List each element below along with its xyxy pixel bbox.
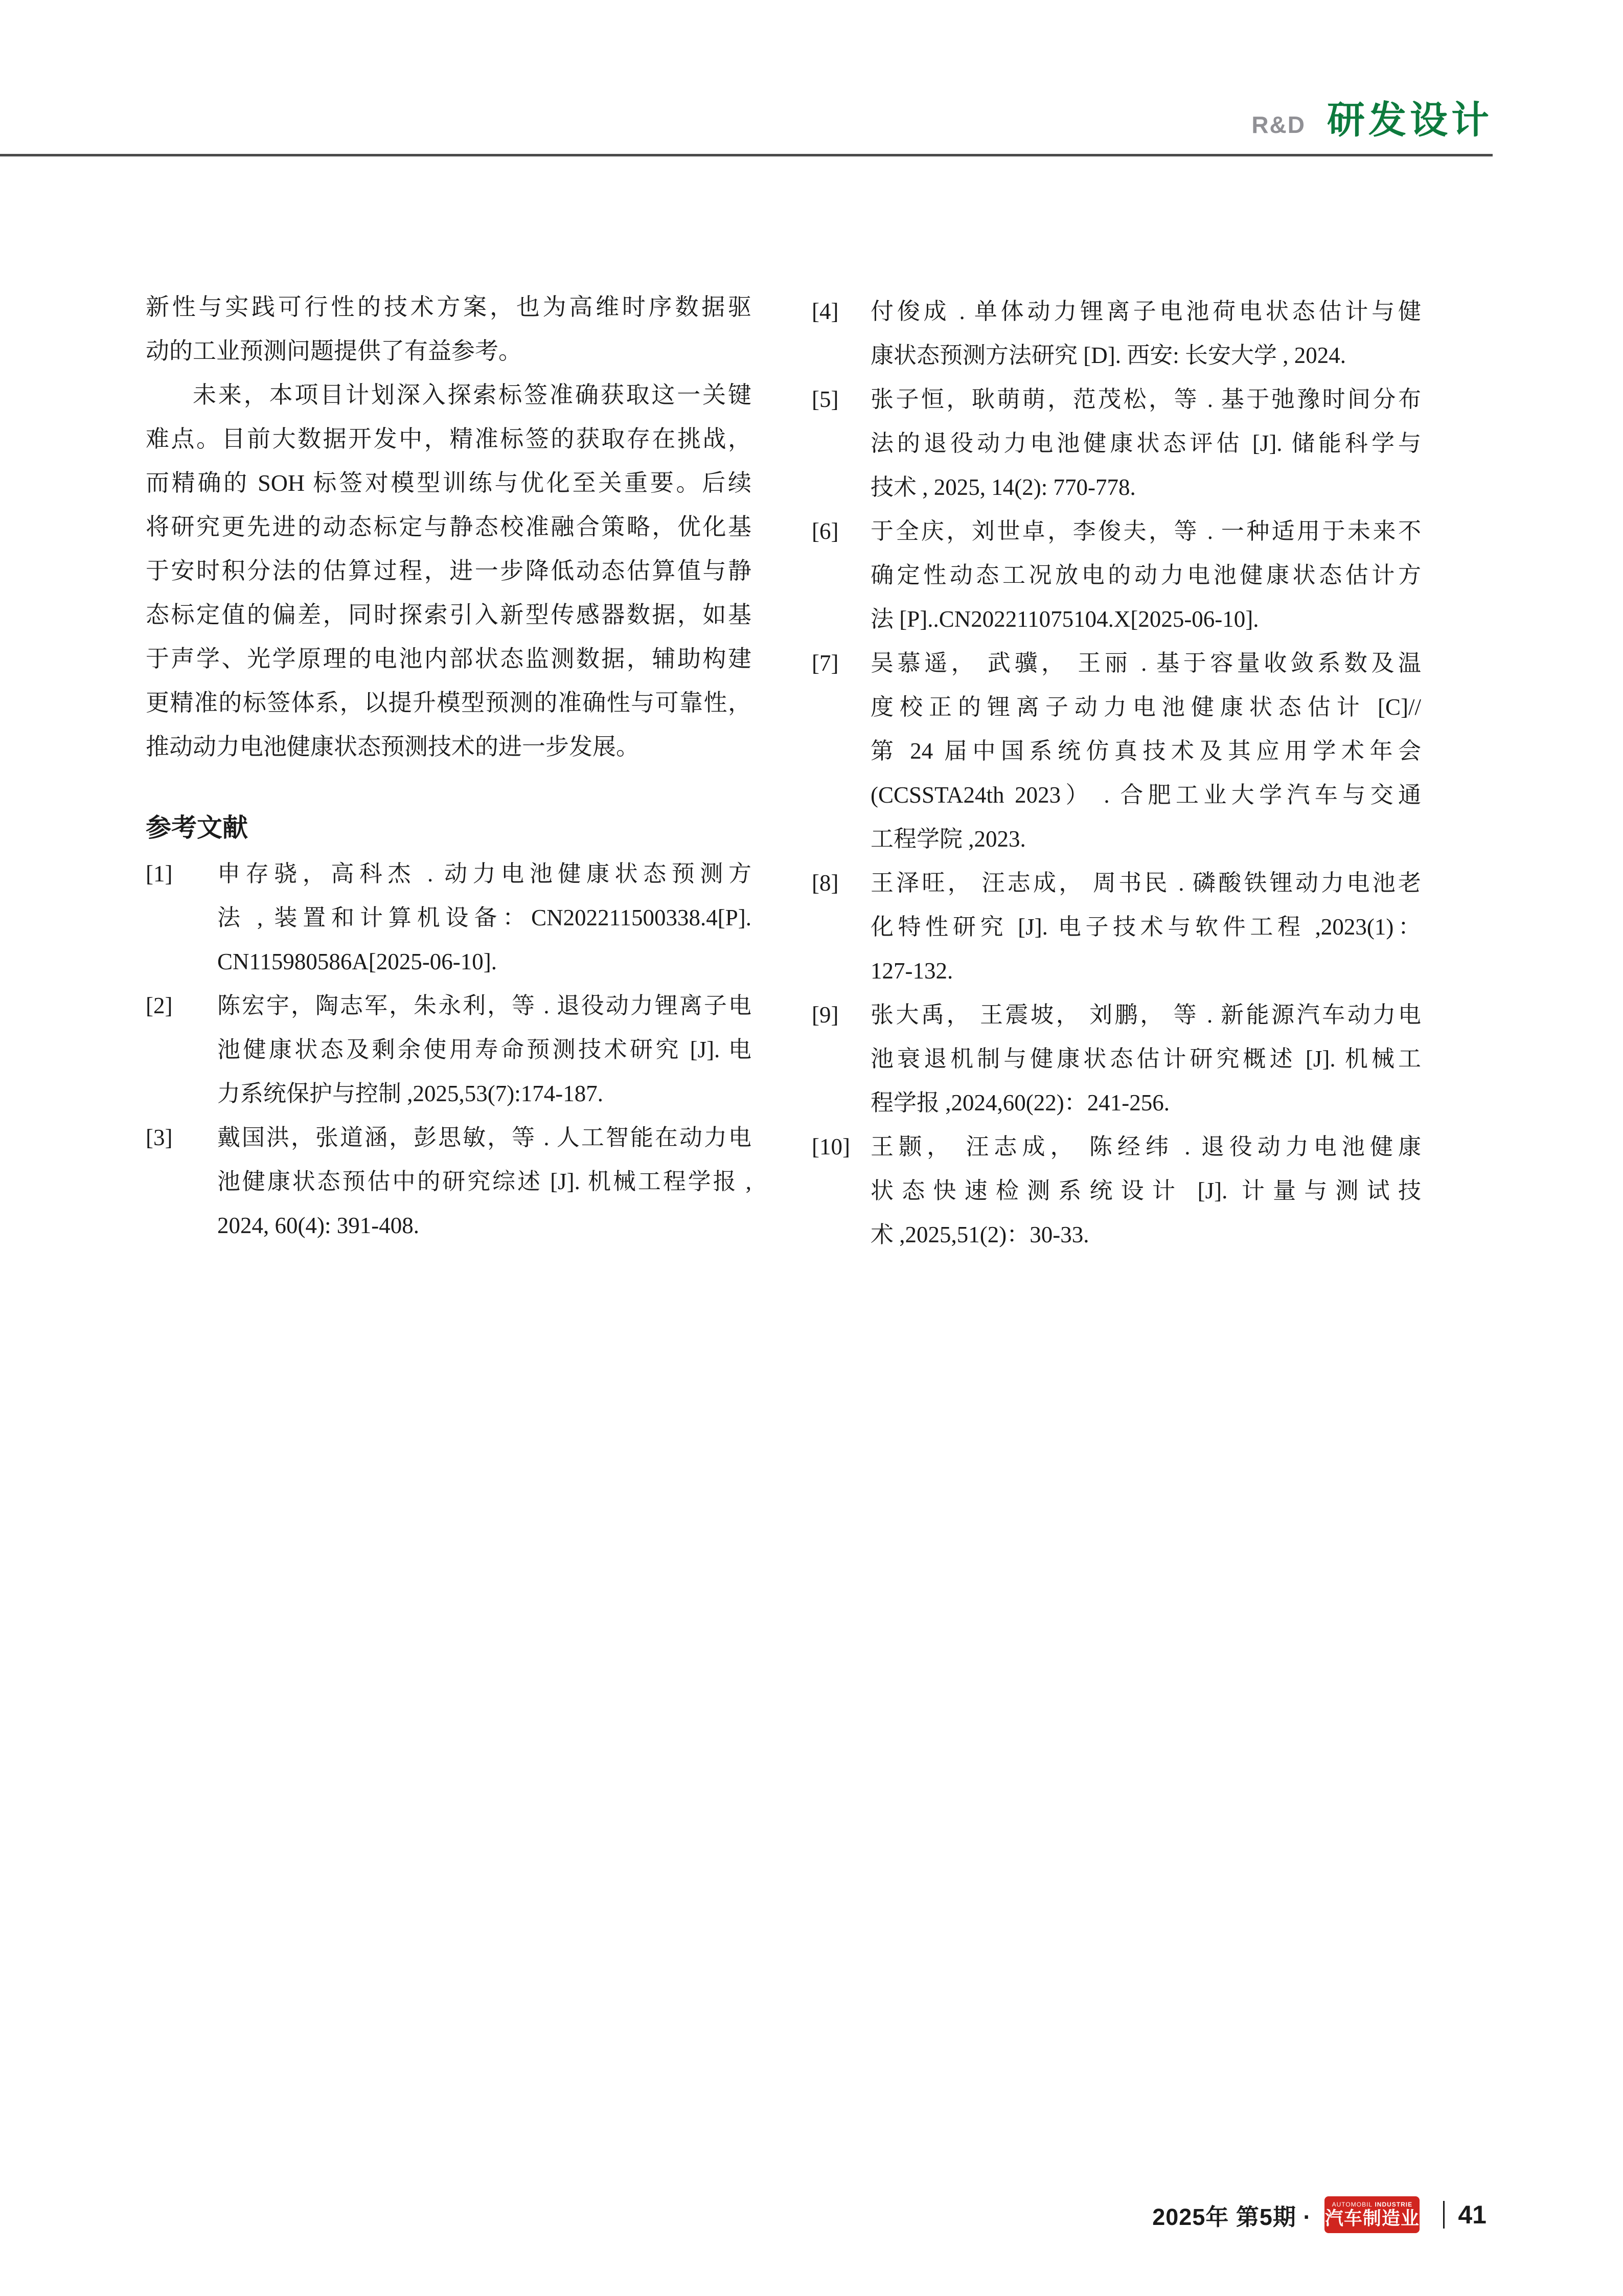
text-line: 2024, 60(4): 391-408.	[217, 1213, 419, 1238]
text-line: 127-132.	[871, 958, 953, 984]
text-line: 术 ,2025,51(2)：30-33.	[871, 1222, 1089, 1247]
text-line: 而精确的 SOH 标签对模型训练与优化至关重要。后续	[146, 470, 751, 496]
text-line: 张子恒，耿萌萌，范茂松，等 . 基于弛豫时间分布	[871, 387, 1421, 412]
rd-label: R&D	[1251, 111, 1306, 138]
text-line: 法 [P]..CN202211075104.X[2025-06-10].	[871, 606, 1259, 632]
text-line: 付俊成 . 单体动力锂离子电池荷电状态估计与健	[871, 299, 1421, 324]
text-line: 法的退役动力电池健康状态评估 [J]. 储能科学与	[871, 430, 1421, 456]
text-line: 力系统保护与控制 ,2025,53(7):174-187.	[217, 1081, 603, 1106]
text-line: 工程学院 ,2023.	[871, 826, 1026, 852]
text-line: 于声学、光学原理的电池内部状态监测数据，辅助构建	[146, 646, 751, 672]
reference-item	[812, 861, 1421, 993]
text-line: 法 , 装置和计算机设备：CN202211500338.4[P].	[217, 905, 751, 930]
text-line: 康状态预测方法研究 [D]. 西安: 长安大学 , 2024.	[871, 343, 1346, 368]
reference-number: [10]	[812, 1134, 850, 1160]
reference-item	[146, 852, 751, 984]
text-line: 第 24 届中国系统仿真技术及其应用学术年会	[871, 738, 1421, 764]
text-line: 申存骁，高科杰 . 动力电池健康状态预测方	[217, 861, 751, 886]
text-line: 新性与实践可行性的技术方案，也为高维时序数据驱	[146, 294, 751, 320]
references-heading: 参考文献	[146, 813, 248, 842]
reference-number: [5]	[812, 387, 839, 412]
text-line: 确定性动态工况放电的动力电池健康状态估计方	[871, 562, 1421, 588]
reference-item	[146, 1116, 751, 1247]
issue-text: 2025年 第5期 ·	[1152, 2203, 1312, 2230]
footer-separator	[1443, 2201, 1445, 2229]
text-line: 推动动力电池健康状态预测技术的进一步发展。	[146, 734, 639, 760]
reference-number: [7]	[812, 650, 839, 676]
text-line: 王颢， 汪志成， 陈经纬 . 退役动力电池健康	[871, 1134, 1421, 1160]
text-line: 动的工业预测问题提供了有益参考。	[146, 338, 522, 364]
reference-list-left	[146, 852, 751, 1247]
right-column	[812, 287, 1421, 1257]
reference-number: [8]	[812, 870, 839, 896]
left-column	[146, 285, 751, 1247]
page-footer	[0, 2196, 1487, 2233]
reference-number: [9]	[812, 1002, 839, 1028]
text-line: 戴国洪，张道涵，彭思敏，等 . 人工智能在动力电	[217, 1125, 751, 1150]
text-line: 技术 , 2025, 14(2): 770-778.	[871, 474, 1136, 500]
reference-item	[812, 993, 1421, 1125]
text-line: 状态快速检测系统设计 [J]. 计量与测试技	[871, 1178, 1421, 1203]
text-line: 程学报 ,2024,60(22)：241-256.	[871, 1090, 1170, 1116]
page-header	[0, 90, 1493, 144]
text-line: 池健康状态预估中的研究综述 [J]. 机械工程学报 ,	[217, 1169, 751, 1194]
text-line: CN115980586A[2025-06-10].	[217, 949, 497, 974]
reference-number: [4]	[812, 299, 839, 324]
text-line: 度校正的锂离子动力电池健康状态估计 [C]//	[871, 694, 1421, 720]
section-title: 研发设计	[1327, 99, 1493, 141]
text-line: 更精准的标签体系，以提升模型预测的准确性与可靠性，	[146, 690, 751, 716]
reference-item	[812, 289, 1421, 377]
reference-number: [1]	[146, 861, 173, 886]
header-rule	[0, 154, 1493, 156]
text-line: 吴慕遥， 武骥， 王丽 . 基于容量收敛系数及温	[871, 650, 1421, 676]
text-line: 态标定值的偏差，同时探索引入新型传感器数据，如基	[146, 602, 751, 628]
magazine-logo-title: 汽车制造业	[1324, 2208, 1420, 2229]
text-line: 王泽旺， 汪志成， 周书民 . 磷酸铁锂动力电池老	[871, 870, 1421, 896]
reference-number: [2]	[146, 993, 173, 1018]
text-line: (CCSSTA24th 2023） . 合肥工业大学汽车与交通	[871, 782, 1421, 808]
logo-word-automobil: AUTOMOBIL	[1332, 2201, 1373, 2208]
text-line: 难点。目前大数据开发中，精准标签的获取存在挑战，	[146, 426, 751, 452]
article-body	[146, 285, 751, 769]
text-line: 池衰退机制与健康状态估计研究概述 [J]. 机械工	[871, 1046, 1421, 1072]
reference-item	[812, 641, 1421, 861]
text-line: 池健康状态及剩余使用寿命预测技术研究 [J]. 电	[217, 1037, 751, 1062]
text-line: 于全庆，刘世卓，李俊夫，等 . 一种适用于未来不	[871, 518, 1421, 544]
reference-item	[812, 509, 1421, 641]
reference-number: [3]	[146, 1125, 173, 1150]
text-line: 未来，本项目计划深入探索标签准确获取这一关键	[193, 382, 751, 408]
reference-item	[146, 984, 751, 1116]
reference-item	[812, 1125, 1421, 1257]
magazine-logo-subtitle	[1332, 2201, 1412, 2208]
magazine-logo	[1324, 2196, 1420, 2233]
reference-list-right	[812, 289, 1421, 1257]
reference-item	[812, 377, 1421, 509]
page-number: 41	[1458, 2200, 1487, 2229]
text-line: 将研究更先进的动态标定与静态校准融合策略，优化基	[146, 514, 751, 540]
text-line: 于安时积分法的估算过程，进一步降低动态估算值与静	[146, 558, 751, 584]
text-line: 陈宏宇，陶志军，朱永利，等 . 退役动力锂离子电	[217, 993, 751, 1018]
text-line: 化特性研究 [J]. 电子技术与软件工程 ,2023(1)：	[871, 914, 1421, 940]
logo-word-industrie: INDUSTRIE	[1375, 2201, 1413, 2208]
text-line: 张大禹， 王震坡， 刘鹏， 等 . 新能源汽车动力电	[871, 1002, 1421, 1028]
reference-number: [6]	[812, 518, 839, 544]
